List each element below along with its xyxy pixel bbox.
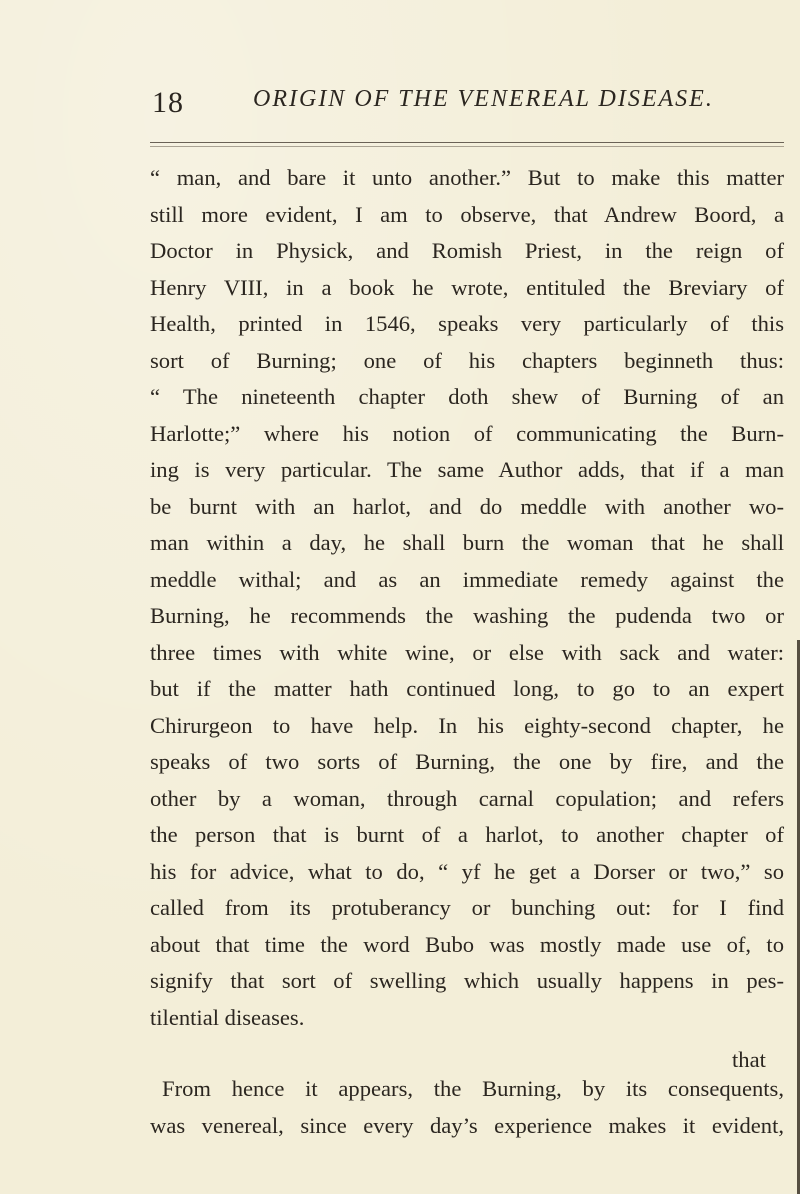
text-line: “ The nineteenth chapter doth shew of Burning of an <box>150 384 784 409</box>
text-line: called from its protuberancy or bunching out: for I find <box>150 895 784 920</box>
text-line: tilential diseases. <box>150 1004 305 1030</box>
text-line: about that time the word Bubo was mostly made use of, to <box>150 931 784 957</box>
text-line: other by a woman, through carnal copulation; and refers <box>150 785 784 811</box>
catchword: that <box>732 1047 766 1072</box>
paragraph-2 <box>150 1071 784 1144</box>
running-head: ORIGIN OF THE VENEREAL DISEASE. <box>253 86 714 112</box>
text-line: From hence it appears, the Burning, by its consequents, <box>162 1076 784 1101</box>
text-line: meddle withal; and as an immediate remedy against the <box>150 566 784 592</box>
text-line: Burning, he recommends the washing the pudenda two or <box>150 603 784 628</box>
text-line: Harlotte;” where his notion of communicating the Burn- <box>150 420 784 446</box>
text-line: the person that is burnt of a harlot, to another chapter of <box>150 822 784 847</box>
page-number: 18 <box>152 86 184 119</box>
text-line: Doctor in Physick, and Romish Priest, in the reign of <box>150 238 784 263</box>
paragraph-gap <box>150 1036 784 1071</box>
header-rule-secondary <box>150 146 784 147</box>
text-line: signify that sort of swelling which usually happens in pes- <box>150 968 784 993</box>
text-line: sort of Burning; one of his chapters beginneth thus: <box>150 347 784 373</box>
text-line: speaks of two sorts of Burning, the one by fire, and the <box>150 749 784 774</box>
text-line: man within a day, he shall burn the woman that he shall <box>150 530 784 555</box>
text-line: still more evident, I am to observe, that Andrew Boord, a <box>150 201 784 227</box>
text-line: was venereal, since every day’s experience makes it evident, <box>150 1112 784 1138</box>
text-line: three times with white wine, or else with sack and water: <box>150 639 784 665</box>
text-line: ing is very particular. The same Author adds, that if a man <box>150 457 784 482</box>
paragraph-1 <box>150 160 784 1036</box>
text-line: be burnt with an harlot, and do meddle with another wo- <box>150 493 784 519</box>
text-line: his for advice, what to do, “ yf he get a Dorser or two,” so <box>150 858 784 884</box>
text-line: Chirurgeon to have help. In his eighty-second chapter, he <box>150 712 784 738</box>
text-line: Health, printed in 1546, speaks very particularly of this <box>150 311 784 336</box>
header-rule <box>150 142 784 143</box>
text-line: “ man, and bare it unto another.” But to make this matter <box>150 165 784 190</box>
text-line: Henry VIII, in a book he wrote, entituled the Breviary of <box>150 274 784 300</box>
body-text <box>150 160 784 1144</box>
text-line: but if the matter hath continued long, to go to an expert <box>150 676 784 701</box>
